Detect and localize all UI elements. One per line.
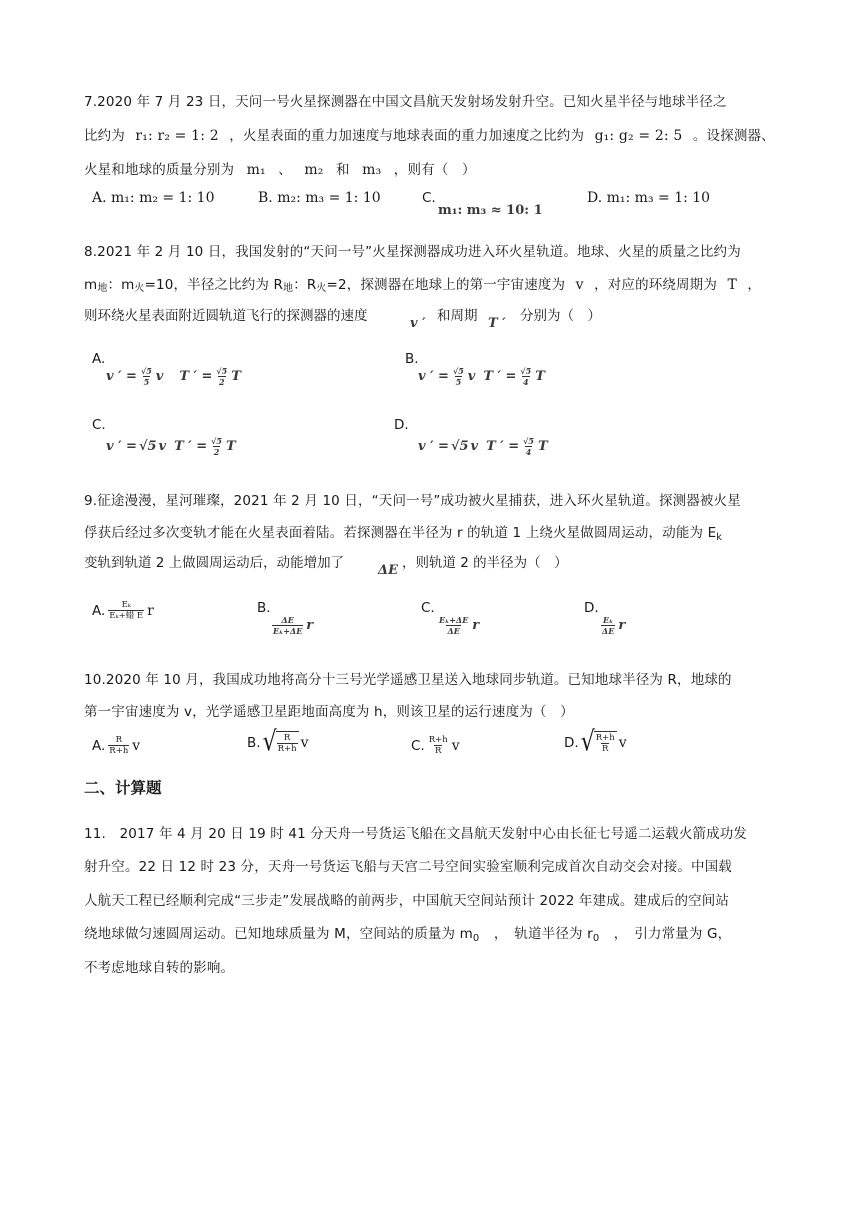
q9-option-b-formula: $\frac{\Delta E}{\text{Eₖ+ΔE}}$ r <box>273 615 314 636</box>
q9-stem-line-3a: 变轨到轨道 2 上做圆周运动后，动能增加了 <box>84 555 345 571</box>
q8-option-a-label: A. <box>92 351 106 367</box>
q8-option-d-label: D. <box>394 417 409 433</box>
q8-option-c-formula: v ′ = √5 v T ′ = $\frac{√5}{2}$ T <box>106 436 236 457</box>
q10-option-d: D. √ $\frac{R+h}{R}$ v <box>564 726 627 758</box>
q8-option-d-formula: v ′ = √5 v T ′ = $\frac{√5}{4}$ T <box>418 436 548 457</box>
q10-option-c: C. $\frac{R+h}{R}$ v <box>411 735 460 756</box>
q10-option-b: B. √ $\frac{R}{R+h}$ v <box>247 726 309 758</box>
q8-option-c-label: C. <box>92 417 106 433</box>
q8-stem-line-1: 8.2021 年 2 月 10 日，我国发射的“天问一号”火星探测器成功进入环火星轨道。地球、火星的质量之比约为 <box>84 244 741 260</box>
q9-option-b-label: B. <box>257 600 271 616</box>
section-heading: 二、计算题 <box>84 779 162 797</box>
q8-stem-line-2: m地：m火=10，半径之比约为 R地：R火=2，探测器在地球上的第一宇宙速度为 v ，对应的环绕周期为 T ， <box>84 277 762 294</box>
q9-option-d-label: D. <box>584 600 599 616</box>
q9-stem-line-3b: ，则轨道 2 的半径为（ ） <box>402 555 568 571</box>
q11-line-3: 人航天工程已经顺利完成“三步走”发展战略的前两步，中国航天空间站预计 2022 年建成。建成后的空间站 <box>84 893 730 909</box>
q8-stem-line-3b: 和周期 <box>437 308 478 324</box>
q7-stem-line-3: 火星和地球的质量分别为 m₁ 、 m₂ 和 m₃ ，则有（ ） <box>84 162 476 178</box>
q8-v-prime: v ′ <box>410 316 426 331</box>
q9-option-c-formula: $\frac{\text{Eₖ+ΔE}}{\Delta E}$ r <box>439 615 480 636</box>
q8-option-a-formula: v ′ = $\frac{√5}{5}$ v T ′ = $\frac{√5}{2}$ T <box>106 366 241 387</box>
q8-t-prime: T ′ <box>488 316 506 331</box>
radius-ratio: r₁: r₂ = 1: 2 <box>135 128 219 144</box>
q10-stem-line-1: 10.2020 年 10 月，我国成功地将高分十三号光学遥感卫星送入地球同步轨道。已知地球半径为 R，地球的 <box>84 672 732 688</box>
q8-stem-line-3c: 分别为（ ） <box>520 308 601 324</box>
q7-option-d: D. m₁: m₃ = 1: 10 <box>587 190 711 206</box>
gravity-ratio: g₁: g₂ = 2: 5 <box>594 128 683 144</box>
q8-option-b-formula: v ′ = $\frac{√5}{5}$ v T ′ = $\frac{√5}{4}$ T <box>418 366 545 387</box>
q8-stem-line-3a: 则环绕火星表面附近圆轨道飞行的探测器的速度 <box>84 308 368 324</box>
q11-line-2: 射升空。22 日 12 时 23 分，天舟一号货运飞船与天宫二号空间实验室顺利完成首次自动交会对接。中国载 <box>84 859 732 875</box>
q7-stem-line-2: 比约为 r₁: r₂ = 1: 2 ，火星表面的重力加速度与地球表面的重力加速度之比约为 g₁: g₂ = 2: 5 。设探测器、 <box>84 128 775 144</box>
q9-delta-e: ΔE <box>378 563 398 578</box>
q9-option-a: A. $\frac{\text{Eₖ}}{\text{Eₖ+蜡 E}}$ r <box>92 600 154 621</box>
q7-option-c-label: C. <box>422 190 436 206</box>
q10-option-a: A. $\frac{R}{R+h}$ v <box>92 735 141 756</box>
q8-option-b-label: B. <box>405 351 419 367</box>
q9-option-c-label: C. <box>421 600 435 616</box>
q11-line-5: 不考虑地球自转的影响。 <box>84 960 235 976</box>
q10-stem-line-2: 第一宇宙速度为 v，光学遥感卫星距地面高度为 h，则该卫星的运行速度为（ ） <box>84 704 574 720</box>
q7-option-b: B. m₂: m₃ = 1: 10 <box>258 190 381 206</box>
q9-stem-line-1: 9.征途漫漫，星河璀璨，2021 年 2 月 10 日，“天问一号”成功被火星捕获，进入环火星轨道。探测器被火星 <box>84 493 741 509</box>
q7-stem-line-1: 7.2020 年 7 月 23 日，天问一号火星探测器在中国文昌航天发射场发射升空。已知火星半径与地球半径之 <box>84 94 727 110</box>
q9-stem-line-2: 俘获后经过多次变轨才能在火星表面着陆。若探测器在半径为 r 的轨道 1 上绕火星做圆周运动，动能为 $E_k$ <box>84 525 723 543</box>
q7-option-a: A. m₁: m₂ = 1: 10 <box>92 190 215 206</box>
q11-line-4: 绕地球做匀速圆周运动。已知地球质量为 M，空间站的质量为 $m_0$ ， 轨道半径为 $r_0$ ， 引力常量为 G， <box>84 926 732 944</box>
q11-line-1: 11. 2017 年 4 月 20 日 19 时 41 分天舟一号货运飞船在文昌航天发射中心由长征七号遥二运载火箭成功发 <box>84 826 748 842</box>
q9-option-d-formula: $\frac{\text{Eₖ}}{\Delta E}$ r <box>602 615 626 636</box>
q7-option-c-formula: m₁: m₃ ≈ 10: 1 <box>438 203 543 218</box>
